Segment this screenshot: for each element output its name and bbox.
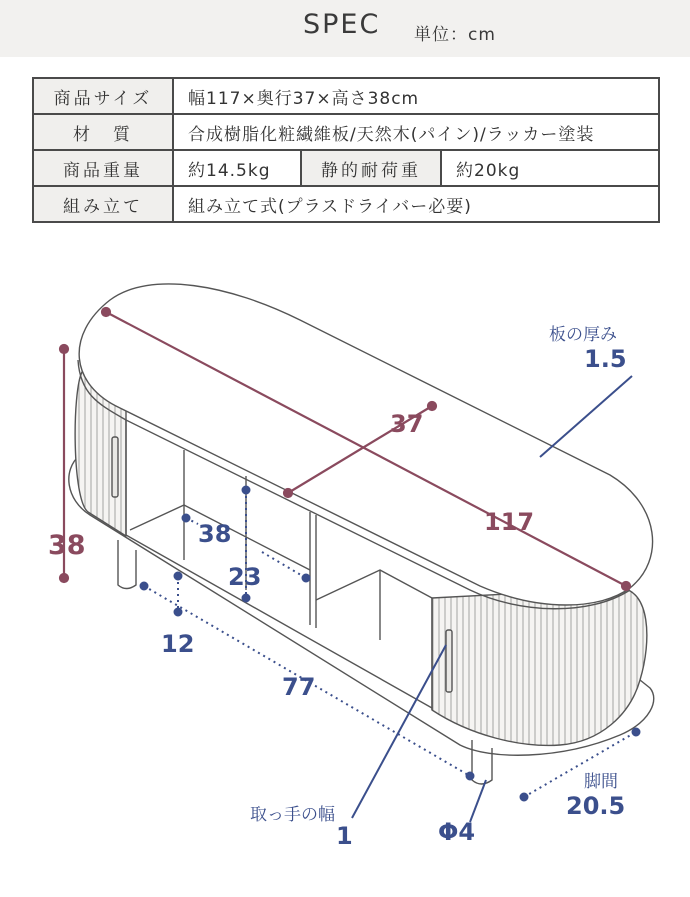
spec-label-size: 商品サイズ (33, 78, 173, 114)
spec-label-assembly: 組み立て (33, 186, 173, 222)
spec-title: SPEC (303, 9, 381, 40)
leg-span-label: 脚間 (584, 772, 618, 792)
leg-diameter-dimension: Φ4 (438, 818, 476, 846)
leg-left (118, 540, 136, 589)
opening-width-dimension: 77 (282, 673, 316, 701)
spec-label-material: 材 質 (33, 114, 173, 150)
handle-width-label: 取っ手の幅 (250, 805, 335, 825)
leg-right (472, 740, 492, 784)
board-thickness-label: 板の厚み (549, 325, 617, 345)
spec-value-size: 幅117×奥行37×高さ38cm (173, 78, 659, 114)
spec-value-material: 合成樹脂化粧繊維板/天然木(パイン)/ラッカー塗装 (173, 114, 659, 150)
table-row (33, 114, 659, 150)
board-thickness-dimension: 1.5 (584, 345, 627, 373)
height-dimension: 38 (48, 530, 86, 561)
spec-table (32, 77, 660, 223)
leg-span-dimension: 20.5 (566, 792, 626, 820)
spec-value-assembly: 組み立て式(プラスドライバー必要) (173, 186, 659, 222)
leg-height-dimension: 12 (161, 630, 195, 658)
unit-label: 単位：cm (414, 25, 496, 45)
handle-width-dimension: 1 (336, 822, 353, 850)
table-row (33, 150, 659, 186)
width-dimension: 117 (484, 508, 535, 536)
inner-depth-dimension: 38 (198, 520, 232, 548)
right-drum (432, 588, 647, 745)
spec-header (0, 0, 690, 57)
spec-label-load: 静的耐荷重 (301, 150, 441, 186)
handle-left (112, 437, 118, 497)
table-row (33, 186, 659, 222)
spec-value-weight: 約14.5kg (173, 150, 301, 186)
spec-value-load: 約20kg (441, 150, 659, 186)
inner-height-dimension: 23 (228, 563, 262, 591)
spec-label-weight: 商品重量 (33, 150, 173, 186)
depth-dimension: 37 (390, 410, 424, 438)
handle-right (446, 630, 452, 692)
table-row (33, 78, 659, 114)
